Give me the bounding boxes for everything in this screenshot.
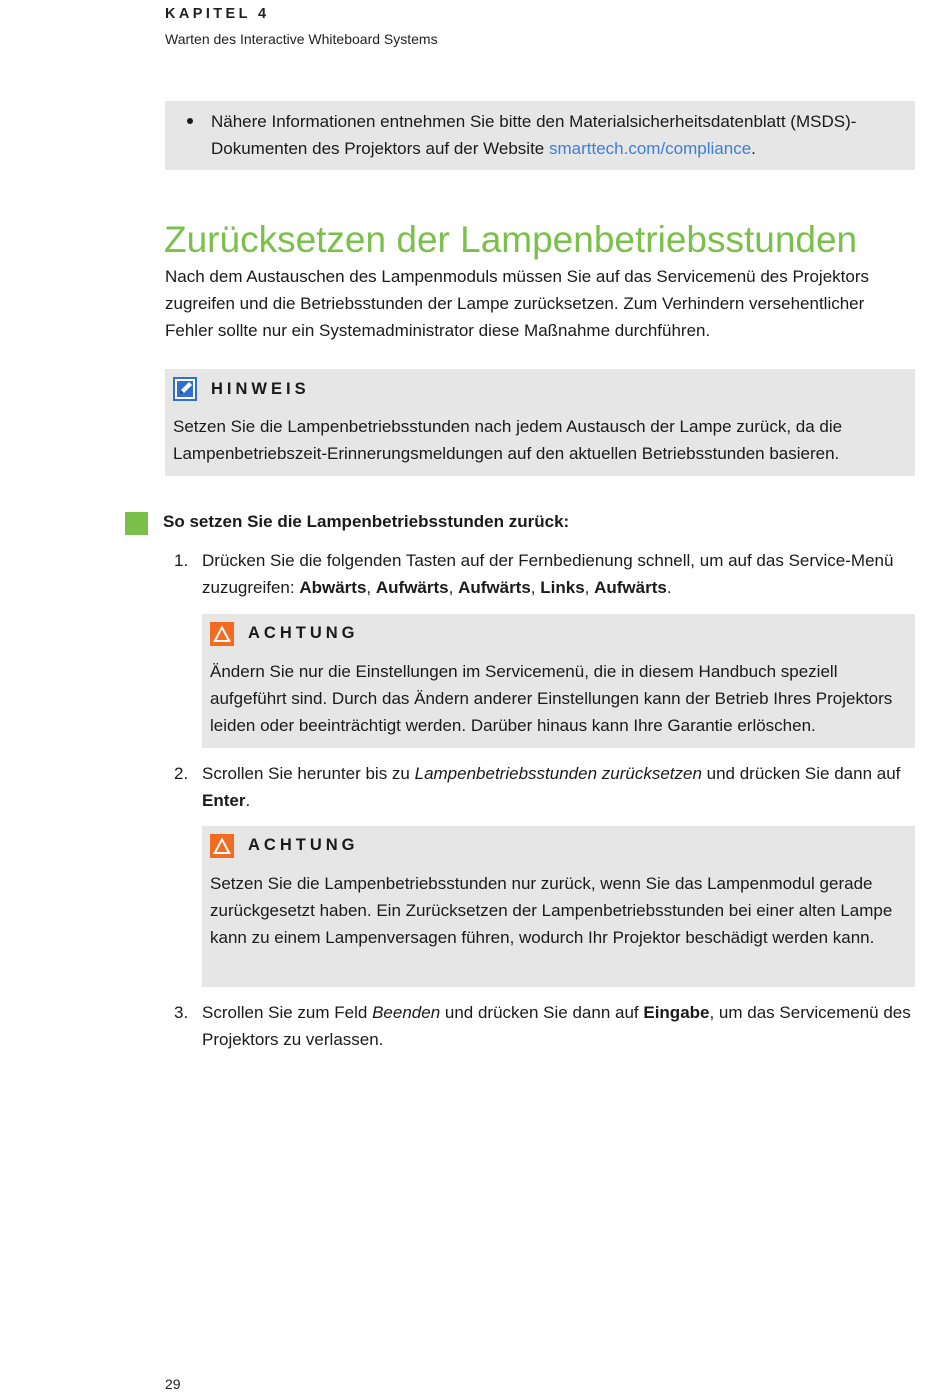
field-name: Beenden bbox=[372, 1003, 441, 1022]
key-left: Links bbox=[540, 578, 585, 597]
step-3-text bbox=[202, 999, 917, 1053]
separator: , bbox=[366, 578, 376, 597]
step-3-end: , um das Servicemenü des Projektors zu verlassen. bbox=[202, 1003, 911, 1049]
warning-2-title: ACHTUNG bbox=[248, 836, 359, 854]
step-1-end: . bbox=[666, 578, 672, 597]
step-2-text bbox=[202, 760, 917, 814]
step-3-intro: Scrollen Sie zum Feld bbox=[202, 1003, 373, 1022]
compliance-link[interactable]: smarttech.com/compliance bbox=[548, 139, 752, 158]
key-up: Aufwärts bbox=[458, 578, 531, 597]
compliance-note-suffix: . bbox=[751, 139, 756, 158]
key-up: Aufwärts bbox=[594, 578, 667, 597]
step-3-number: 3. bbox=[174, 1003, 189, 1022]
separator: , bbox=[448, 578, 459, 597]
compliance-note-box bbox=[165, 101, 915, 170]
warning-1-title: ACHTUNG bbox=[248, 624, 359, 642]
hinweis-title: HINWEIS bbox=[211, 380, 310, 398]
menu-item-name: Lampenbetriebsstunden zurücksetzen bbox=[414, 764, 702, 783]
hinweis-text: Setzen Sie die Lampenbetriebsstunden nach jedem Austausch der Lampe zurück, da die Lampenbetriebszeit-Erinnerungsmeldungen auf den aktuellen Betriebsstunden basieren. bbox=[173, 417, 843, 463]
chapter-subtitle: Warten des Interactive Whiteboard Systems bbox=[165, 31, 438, 47]
pencil-note-icon bbox=[173, 377, 197, 406]
warning-box-1 bbox=[202, 614, 915, 748]
warning-box-2 bbox=[202, 826, 915, 987]
warning-1-text: Ändern Sie nur die Einstellungen im Servicemenü, die in diesem Handbuch speziell aufgeführt sind. Durch das Ändern anderer Einstellungen kann der Betrieb Ihres Projektors leiden oder beeinträchtigt werden. Darüber hinaus kann Ihre Garantie erlöschen. bbox=[210, 662, 893, 735]
step-1-number: 1. bbox=[174, 551, 189, 570]
compliance-note-text bbox=[211, 108, 901, 162]
step-3-middle: und drücken Sie dann auf bbox=[440, 1003, 644, 1022]
separator: , bbox=[530, 578, 541, 597]
chapter-label: KAPITEL 4 bbox=[165, 6, 270, 22]
warning-triangle-icon bbox=[210, 622, 234, 651]
bullet-icon bbox=[187, 118, 193, 124]
key-eingabe: Eingabe bbox=[643, 1003, 710, 1022]
section-intro: Nach dem Austauschen des Lampenmoduls müssen Sie auf das Servicemenü des Projektors zugreifen und die Betriebsstunden der Lampe zurücksetzen. Zum Verhindern versehentlicher Fehler sollte nur ein Systemadministrator diese Maßnahme durchführen. bbox=[165, 267, 869, 340]
step-2-intro: Scrollen Sie herunter bis zu bbox=[202, 764, 415, 783]
warning-triangle-icon bbox=[210, 834, 234, 863]
procedure-title: So setzen Sie die Lampenbetriebsstunden zurück: bbox=[163, 512, 570, 531]
section-title: Zurücksetzen der Lampenbetriebsstunden bbox=[164, 219, 858, 260]
key-enter: Enter bbox=[202, 791, 246, 810]
hinweis-box bbox=[165, 369, 915, 476]
step-2-end: . bbox=[245, 791, 251, 810]
page-number: 29 bbox=[165, 1376, 181, 1392]
step-1-intro: Drücken Sie die folgenden Tasten auf der Fernbedienung schnell, um auf das Service-Menü zuzugreifen: bbox=[202, 551, 894, 597]
key-up: Aufwärts bbox=[375, 578, 449, 597]
step-2-middle: und drücken Sie dann auf bbox=[701, 764, 901, 783]
warning-2-text: Setzen Sie die Lampenbetriebsstunden nur zurück, wenn Sie das Lampenmodul gerade zurückgesetzt haben. Ein Zurücksetzen der Lampenbetriebsstunden bei einer alten Lampe kann zu einem Lampenversagen führen, wodurch Ihr Projektor beschädigt werden kann. bbox=[210, 874, 893, 947]
compliance-note-prefix: Nähere Informationen entnehmen Sie bitte den Materialsicherheitsdatenblatt (MSDS)-Dokumenten des Projektors auf der Website bbox=[211, 112, 857, 158]
step-1-text bbox=[202, 547, 917, 601]
step-2-number: 2. bbox=[174, 764, 189, 783]
procedure-marker-icon bbox=[125, 512, 148, 535]
key-down: Abwärts bbox=[299, 578, 367, 597]
separator: , bbox=[584, 578, 595, 597]
